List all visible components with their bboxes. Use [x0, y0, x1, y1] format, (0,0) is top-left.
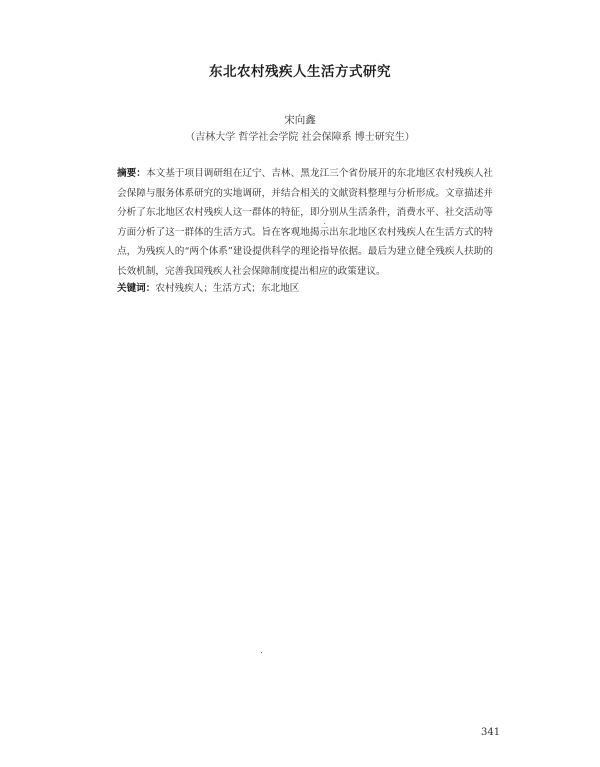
abstract: [117, 164, 493, 281]
author-affiliation: （吉林大学 哲学社会学院 社会保障系 博士研究生）: [185, 132, 415, 143]
author-name: 宋向鑫: [284, 114, 316, 126]
abstract-label: 摘要：: [117, 168, 146, 179]
scan-speck: [324, 223, 325, 224]
page-number: 341: [481, 727, 501, 738]
paper-title: 东北农村残疾人生活方式研究: [209, 64, 391, 80]
scan-speck: [261, 652, 262, 653]
keywords-text: 农村残疾人；生活方式；东北地区: [155, 283, 300, 294]
abstract-text: 本文基于项目调研组在辽宁、吉林、黑龙江三个省份展开的东北地区农村残疾人社会保障与服务体系研究的实地调研，并结合相关的文献资料整理与分析形成。文章描述并分析了东北地区农村残疾人这一群体的特征，即分别从生活条件，消费水平、社交活动等方面分析了这一群体的生活方式。旨在客观地揭示出东北地区农村残疾人在生活方式的特点，为残疾人的“两个体系”建设提供科学的理论指导依据。最后为建立健全残疾人扶助的长效机制，完善我国残疾人社会保障制度提出相应的政策建议。: [117, 168, 494, 277]
keywords-label: 关键词：: [117, 283, 156, 294]
keywords: [117, 282, 493, 296]
